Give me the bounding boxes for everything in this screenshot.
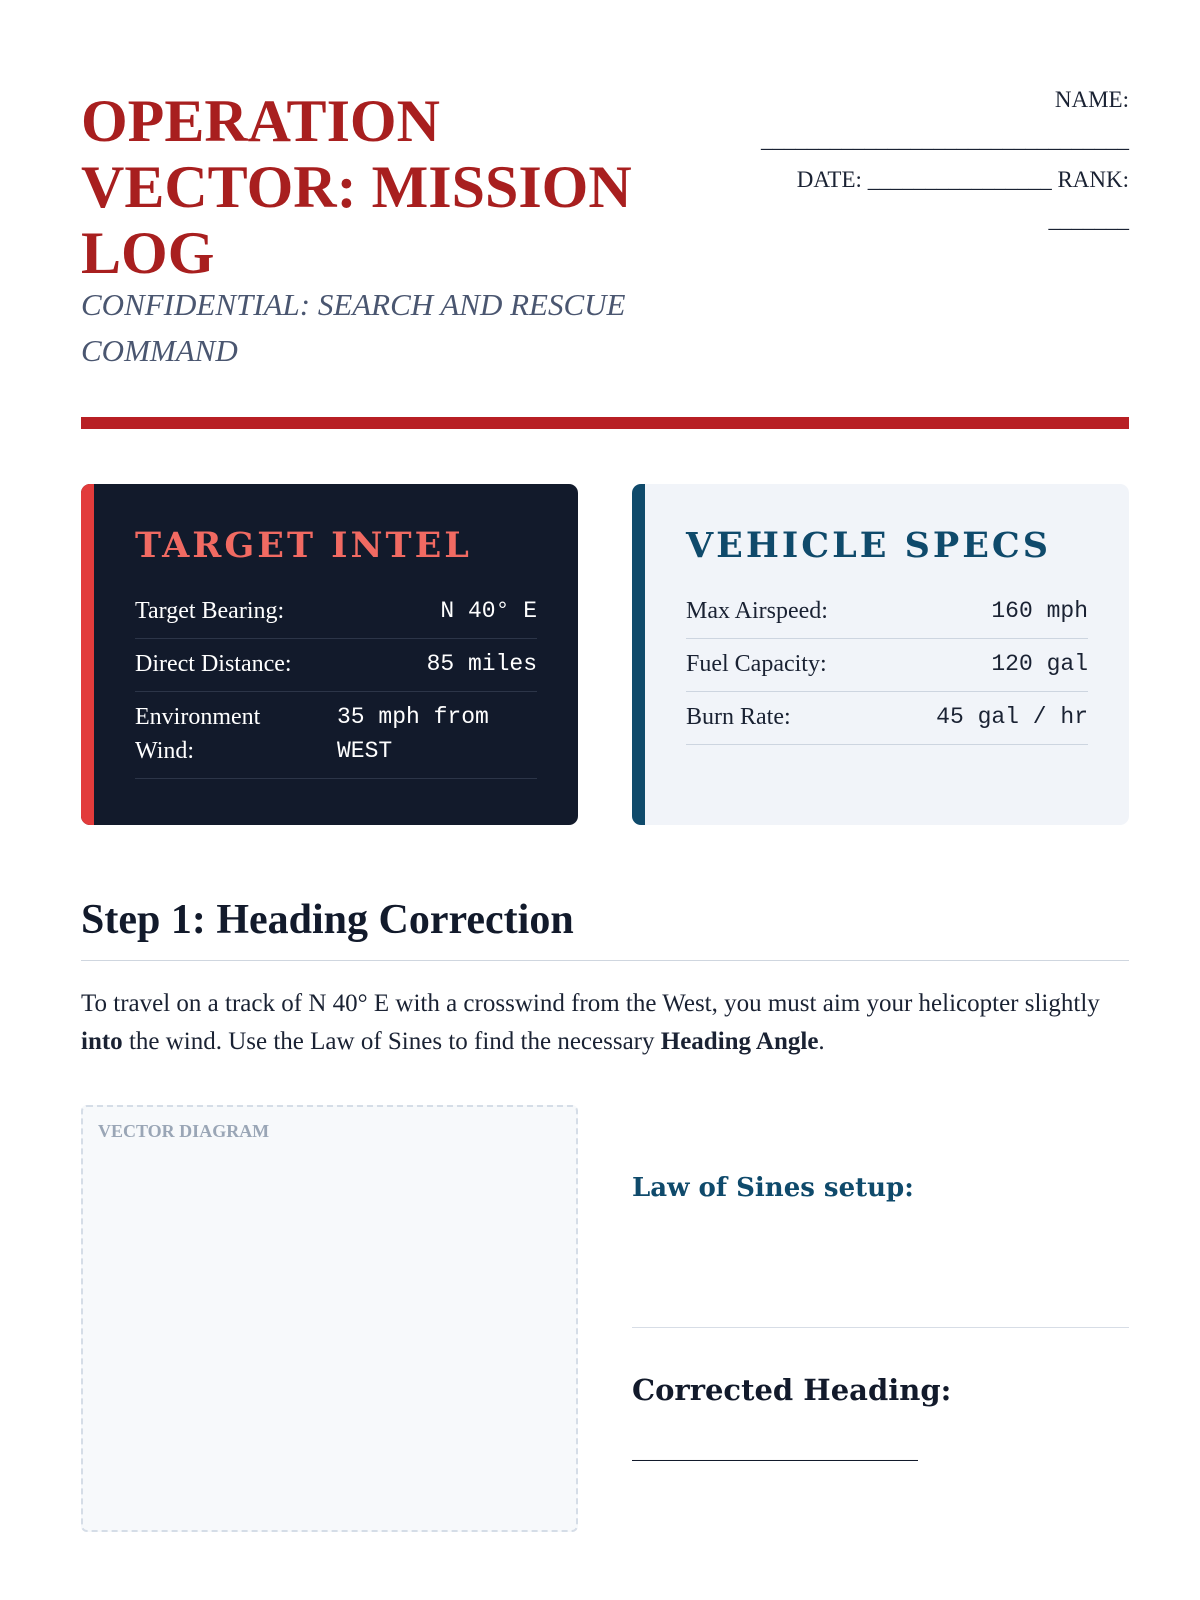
spec-row (686, 692, 1088, 745)
intel-label: Direct Distance: (135, 651, 292, 677)
spec-row (686, 586, 1088, 639)
intel-row (135, 639, 537, 692)
spec-label: Max Airspeed: (686, 598, 828, 624)
spec-value: 160 mph (991, 598, 1088, 624)
page-title: OPERATION VECTOR: MISSION LOG (81, 88, 632, 286)
card-accent-stripe (81, 484, 94, 825)
rank-blank: _______ (1048, 207, 1129, 232)
law-of-sines-label: Law of Sines setup: (632, 1173, 914, 1203)
intel-value: N 40° E (440, 598, 537, 624)
vehicle-specs-title: VEHICLE SPECS (686, 525, 1052, 566)
intel-label: Environment Wind: (135, 704, 261, 764)
work-area-divider (632, 1327, 1129, 1328)
spec-label: Fuel Capacity: (686, 651, 827, 677)
intel-label: Target Bearing: (135, 598, 285, 624)
instruction-text: To travel on a track of N 40° E with a crosswind from the West, you must aim your helicopter slightly (81, 990, 1100, 1017)
corrected-heading-label: Corrected Heading: (632, 1373, 952, 1407)
name-blank: ________________________________ (761, 127, 1129, 152)
intel-row (135, 586, 537, 639)
target-intel-title: TARGET INTEL (135, 525, 472, 566)
target-intel-card (81, 484, 578, 825)
header-divider (81, 417, 1129, 429)
instruction-text: . (818, 1028, 825, 1055)
intel-value: 35 mph from WEST (337, 704, 489, 764)
page-subtitle: CONFIDENTIAL: SEARCH AND RESCUE COMMAND (81, 287, 626, 368)
intel-row (135, 692, 537, 779)
header (81, 80, 1129, 370)
intel-value: 85 miles (426, 651, 537, 677)
diagram-label: VECTOR DIAGRAM (98, 1121, 270, 1141)
step-instructions (81, 985, 1129, 1061)
answer-blank[interactable]: ______________________ (632, 1432, 918, 1462)
student-info (659, 80, 1129, 240)
rank-label: RANK: (1057, 167, 1129, 192)
card-accent-stripe (632, 484, 645, 825)
vector-diagram-box[interactable] (81, 1105, 578, 1532)
instruction-emphasis: into (81, 1028, 123, 1055)
name-field[interactable] (659, 80, 1129, 120)
date-blank: ________________ (867, 167, 1052, 192)
date-label: DATE: (796, 167, 862, 192)
step-divider (81, 960, 1129, 961)
spec-value: 45 gal / hr (936, 704, 1088, 730)
date-rank-field[interactable] (659, 160, 1129, 200)
name-label: NAME: (1054, 87, 1129, 112)
spec-row (686, 639, 1088, 692)
step-heading: Step 1: Heading Correction (81, 897, 574, 943)
vehicle-specs-card (632, 484, 1129, 825)
spec-value: 120 gal (991, 651, 1088, 677)
instruction-text: the wind. Use the Law of Sines to find the necessary (122, 1028, 661, 1055)
spec-label: Burn Rate: (686, 704, 791, 730)
instruction-emphasis: Heading Angle (660, 1028, 819, 1055)
worksheet-page (81, 80, 1129, 1462)
